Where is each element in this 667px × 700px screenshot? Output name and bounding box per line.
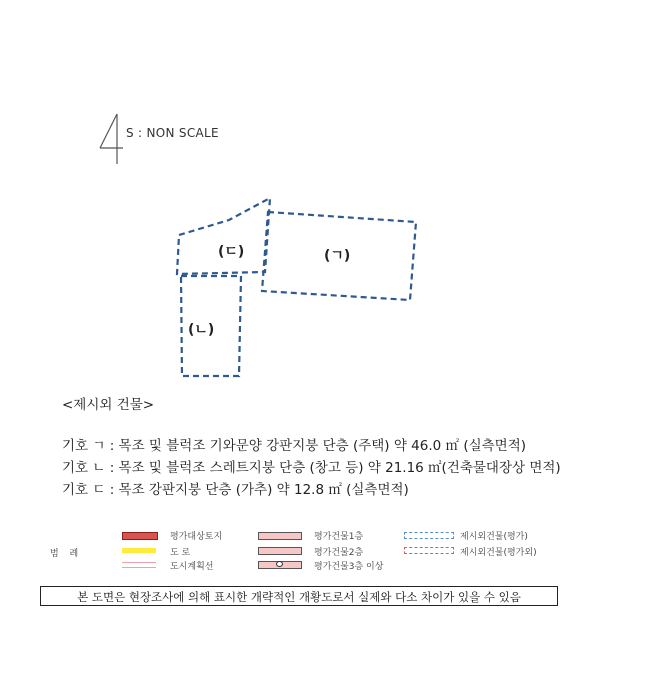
legend-swatch-floor2 — [258, 547, 302, 555]
building-c-outline — [177, 198, 270, 274]
description-line-b: 기호 ㄴ : 목조 및 블럭조 스레트지붕 단층 (창고 등) 약 21.16 ㎡(건축물대장상 면적) — [62, 460, 561, 476]
legend-label-extra-noneval: 제시외건물(평가외) — [460, 548, 537, 558]
legend-swatch-road — [122, 548, 156, 553]
legend-label-floor3: 평가건물3층 이상 — [314, 562, 384, 572]
legend-label-floor2: 평가건물2층 — [314, 548, 364, 558]
legend-swatch-floor1 — [258, 532, 302, 540]
legend-swatch-extra-noneval — [404, 547, 454, 554]
building-c-label: (ㄷ) — [218, 244, 245, 260]
scale-label: S : NON SCALE — [126, 126, 219, 140]
building-a-label: (ㄱ) — [324, 248, 351, 264]
north-arrow-icon — [96, 112, 130, 168]
site-sketch — [160, 190, 430, 390]
building-b-label: (ㄴ) — [188, 322, 215, 338]
legend-swatch-extra-eval — [404, 532, 454, 539]
section-title: <제시외 건물> — [62, 397, 155, 413]
legend-caption: 범 례 — [50, 549, 83, 559]
description-line-a: 기호 ㄱ : 목조 및 블럭조 기와문양 강판지붕 단층 (주택) 약 46.0 ㎡ (실측면적) — [62, 438, 527, 454]
legend-label-extra-eval: 제시외건물(평가) — [460, 532, 528, 542]
legend-label-floor1: 평가건물1층 — [314, 532, 364, 542]
legend-floor3-circle-icon — [276, 561, 283, 567]
description-line-c: 기호 ㄷ : 목조 강판지붕 단층 (가추) 약 12.8 ㎡ (실측면적) — [62, 482, 409, 498]
legend-label-planline: 도시계획선 — [170, 562, 214, 572]
legend-label-land: 평가대상토지 — [170, 532, 223, 542]
notice-box: 본 도면은 현장조사에 의해 표시한 개략적인 개황도로서 실제와 다소 차이가 있을 수 있음 — [40, 586, 558, 606]
legend-label-road: 도 로 — [170, 548, 191, 558]
legend-swatch-planline — [122, 562, 156, 568]
legend-swatch-land — [122, 532, 158, 540]
